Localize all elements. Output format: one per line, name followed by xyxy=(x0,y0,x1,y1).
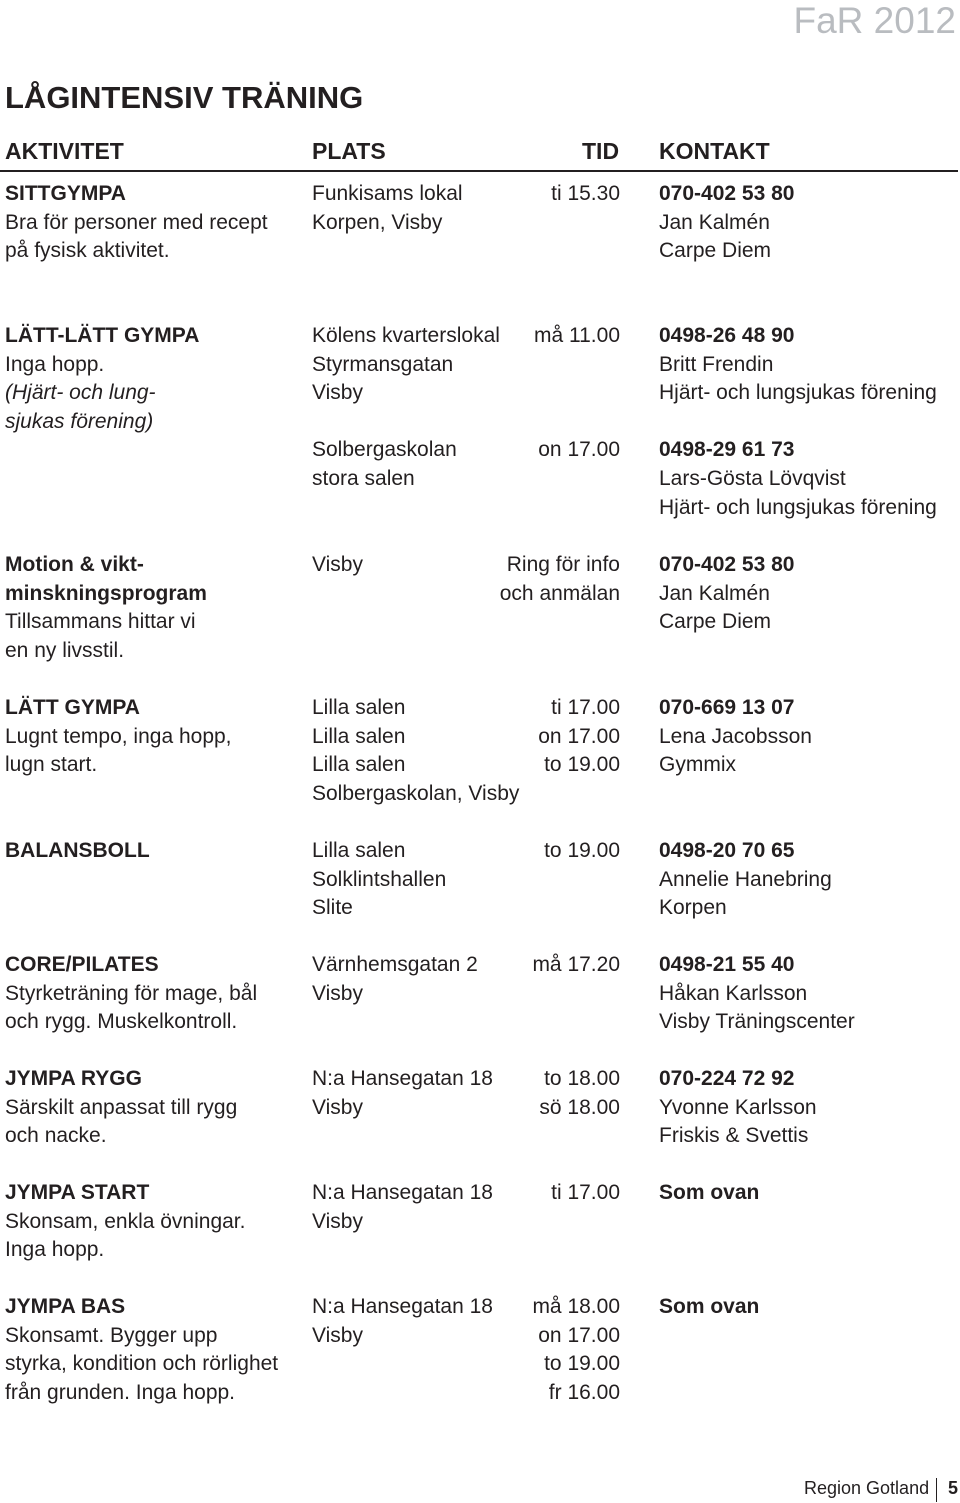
cell-time xyxy=(470,951,620,980)
time-line: må 18.00 xyxy=(532,1295,620,1318)
activity-line: och rygg. Muskelkontroll. xyxy=(5,1010,238,1034)
contact-line: Lars-Gösta Lövqvist xyxy=(659,466,846,490)
contact-line: Korpen xyxy=(659,896,727,920)
cell-time xyxy=(470,180,620,209)
contact-line: 070-402 53 80 xyxy=(659,182,795,205)
header-time: TID xyxy=(582,138,620,164)
time-line: sö 18.00 xyxy=(539,1095,620,1119)
activity-line: LÄTT GYMPA xyxy=(5,696,140,719)
time-line xyxy=(470,379,620,408)
place-line: Solklintshallen xyxy=(312,867,447,891)
header-activity: AKTIVITET xyxy=(5,138,124,164)
cell-activity xyxy=(5,951,305,1037)
cell-time xyxy=(470,322,620,465)
contact-line: Gymmix xyxy=(659,753,736,777)
place-line: Funkisams lokal xyxy=(312,182,463,205)
activity-line: SITTGYMPA xyxy=(5,182,126,205)
time-line: Ring för info xyxy=(506,553,620,576)
time-line: ti 15.30 xyxy=(551,182,620,205)
page-footer xyxy=(804,1478,959,1499)
place-line: Visby xyxy=(312,381,363,405)
table-header xyxy=(0,136,958,172)
place-line: N:a Hansegatan 18 xyxy=(312,1295,493,1318)
place-line: stora salen xyxy=(312,466,415,490)
contact-line: 070-224 72 92 xyxy=(659,1067,795,1090)
place-line: Lilla salen xyxy=(312,696,406,719)
contact-line: Hjärt- och lungsjukas förening xyxy=(659,495,937,519)
place-line: Slite xyxy=(312,896,353,920)
activity-line: LÄTT-LÄTT GYMPA xyxy=(5,324,200,347)
place-line: Visby xyxy=(312,1323,363,1347)
cell-time xyxy=(470,1065,620,1122)
cell-contact xyxy=(659,180,959,266)
contact-line: 070-402 53 80 xyxy=(659,553,795,576)
time-line: to 19.00 xyxy=(544,753,620,777)
contact-line: 070-669 13 07 xyxy=(659,696,795,719)
time-line: on 17.00 xyxy=(538,1323,620,1347)
footer-label: Region Gotland xyxy=(804,1478,930,1498)
contact-line: 0498-20 70 65 xyxy=(659,839,795,862)
contact-line: Annelie Hanebring xyxy=(659,867,832,891)
activity-line: (Hjärt- och lung- xyxy=(5,381,156,405)
cell-time xyxy=(470,551,620,608)
contact-line: Som ovan xyxy=(659,1295,760,1318)
cell-contact xyxy=(659,951,959,1037)
cell-contact xyxy=(659,322,959,522)
place-line: Visby xyxy=(312,553,363,576)
cell-activity xyxy=(5,1065,305,1151)
cell-contact xyxy=(659,551,959,637)
cell-activity xyxy=(5,837,305,866)
cell-contact xyxy=(659,1179,959,1208)
activity-line: Inga hopp. xyxy=(5,1238,105,1262)
document-corner-label: FaR 2012 xyxy=(793,0,956,41)
activity-line: minskningsprogram xyxy=(5,581,207,605)
cell-time xyxy=(470,1179,620,1208)
contact-line: Som ovan xyxy=(659,1181,760,1204)
place-line: Solbergaskolan xyxy=(312,438,457,462)
activity-line: Lugnt tempo, inga hopp, xyxy=(5,724,232,748)
activity-line: Skonsam, enkla övningar. xyxy=(5,1209,246,1233)
place-line: Värnhemsgatan 2 xyxy=(312,953,478,976)
activity-line: Tillsammans hittar vi xyxy=(5,610,196,634)
activity-line: JYMPA BAS xyxy=(5,1295,126,1318)
activity-line: JYMPA RYGG xyxy=(5,1067,142,1090)
footer-divider xyxy=(936,1478,937,1502)
contact-line: 0498-29 61 73 xyxy=(659,438,795,462)
time-line: to 19.00 xyxy=(544,1352,620,1376)
page-title: LÅGINTENSIV TRÄNING xyxy=(5,80,364,115)
activity-line: styrka, kondition och rörlighet xyxy=(5,1352,279,1376)
activity-line: Motion & vikt- xyxy=(5,553,144,576)
activity-line: Särskilt anpassat till rygg xyxy=(5,1095,238,1119)
time-line: on 17.00 xyxy=(538,724,620,748)
contact-line: Yvonne Karlsson xyxy=(659,1095,817,1119)
activity-line: BALANSBOLL xyxy=(5,839,150,862)
cell-activity xyxy=(5,322,305,436)
contact-line: 0498-26 48 90 xyxy=(659,324,795,347)
contact-line: 0498-21 55 40 xyxy=(659,953,795,976)
contact-line: Carpe Diem xyxy=(659,610,772,634)
activity-line: Skonsamt. Bygger upp xyxy=(5,1323,218,1347)
time-line xyxy=(470,408,620,437)
cell-contact xyxy=(659,694,959,780)
cell-activity xyxy=(5,180,305,266)
time-line: on 17.00 xyxy=(538,438,620,462)
cell-activity xyxy=(5,551,305,665)
cell-time xyxy=(470,1293,620,1407)
place-line: Korpen, Visby xyxy=(312,210,443,234)
time-line xyxy=(470,351,620,380)
contact-line: Jan Kalmén xyxy=(659,210,770,234)
contact-line: Håkan Karlsson xyxy=(659,981,808,1005)
contact-line: Friskis & Svettis xyxy=(659,1124,809,1148)
time-line: må 17.20 xyxy=(532,953,620,976)
cell-contact xyxy=(659,1293,959,1322)
activity-line: på fysisk aktivitet. xyxy=(5,239,170,263)
page-number: 5 xyxy=(948,1478,959,1498)
activity-line: Styrketräning för mage, bål xyxy=(5,981,258,1005)
contact-line xyxy=(659,408,959,437)
cell-time xyxy=(470,837,620,866)
contact-line: Jan Kalmén xyxy=(659,581,770,605)
header-place: PLATS xyxy=(312,138,386,164)
place-line: Visby xyxy=(312,1209,363,1233)
place-line: Lilla salen xyxy=(312,724,406,748)
time-line: må 11.00 xyxy=(534,324,620,347)
contact-line: Hjärt- och lungsjukas förening xyxy=(659,381,937,405)
cell-time xyxy=(470,694,620,780)
place-line: Lilla salen xyxy=(312,839,406,862)
place-line: Visby xyxy=(312,1095,363,1119)
activity-line: från grunden. Inga hopp. xyxy=(5,1380,236,1404)
time-line: to 19.00 xyxy=(544,839,620,862)
place-line: Solbergaskolan, Visby xyxy=(312,781,520,805)
time-line: ti 17.00 xyxy=(551,696,620,719)
place-line: Styrmansgatan xyxy=(312,352,454,376)
place-line: N:a Hansegatan 18 xyxy=(312,1181,493,1204)
activity-line: Bra för personer med recept xyxy=(5,210,268,234)
contact-line: Lena Jacobsson xyxy=(659,724,812,748)
contact-line: Carpe Diem xyxy=(659,239,772,263)
activity-line: Inga hopp. xyxy=(5,352,105,376)
header-contact: KONTAKT xyxy=(659,138,770,164)
time-line: fr 16.00 xyxy=(548,1380,620,1404)
cell-activity xyxy=(5,1179,305,1265)
contact-line: Britt Frendin xyxy=(659,352,774,376)
cell-contact xyxy=(659,1065,959,1151)
cell-activity xyxy=(5,1293,305,1407)
place-line: Kölens kvarterslokal xyxy=(312,324,500,347)
activity-line: sjukas förening) xyxy=(5,409,154,433)
activity-line: och nacke. xyxy=(5,1124,107,1148)
time-line: to 18.00 xyxy=(544,1067,620,1090)
activity-line: lugn start. xyxy=(5,753,98,777)
place-line: N:a Hansegatan 18 xyxy=(312,1067,493,1090)
cell-contact xyxy=(659,837,959,923)
time-line: ti 17.00 xyxy=(551,1181,620,1204)
contact-line: Visby Träningscenter xyxy=(659,1010,855,1034)
cell-activity xyxy=(5,694,305,780)
place-line: Lilla salen xyxy=(312,753,406,777)
place-line: Visby xyxy=(312,981,363,1005)
time-line: och anmälan xyxy=(499,581,620,605)
activity-line: JYMPA START xyxy=(5,1181,150,1204)
activity-line: en ny livsstil. xyxy=(5,638,125,662)
activity-line: CORE/PILATES xyxy=(5,953,159,976)
